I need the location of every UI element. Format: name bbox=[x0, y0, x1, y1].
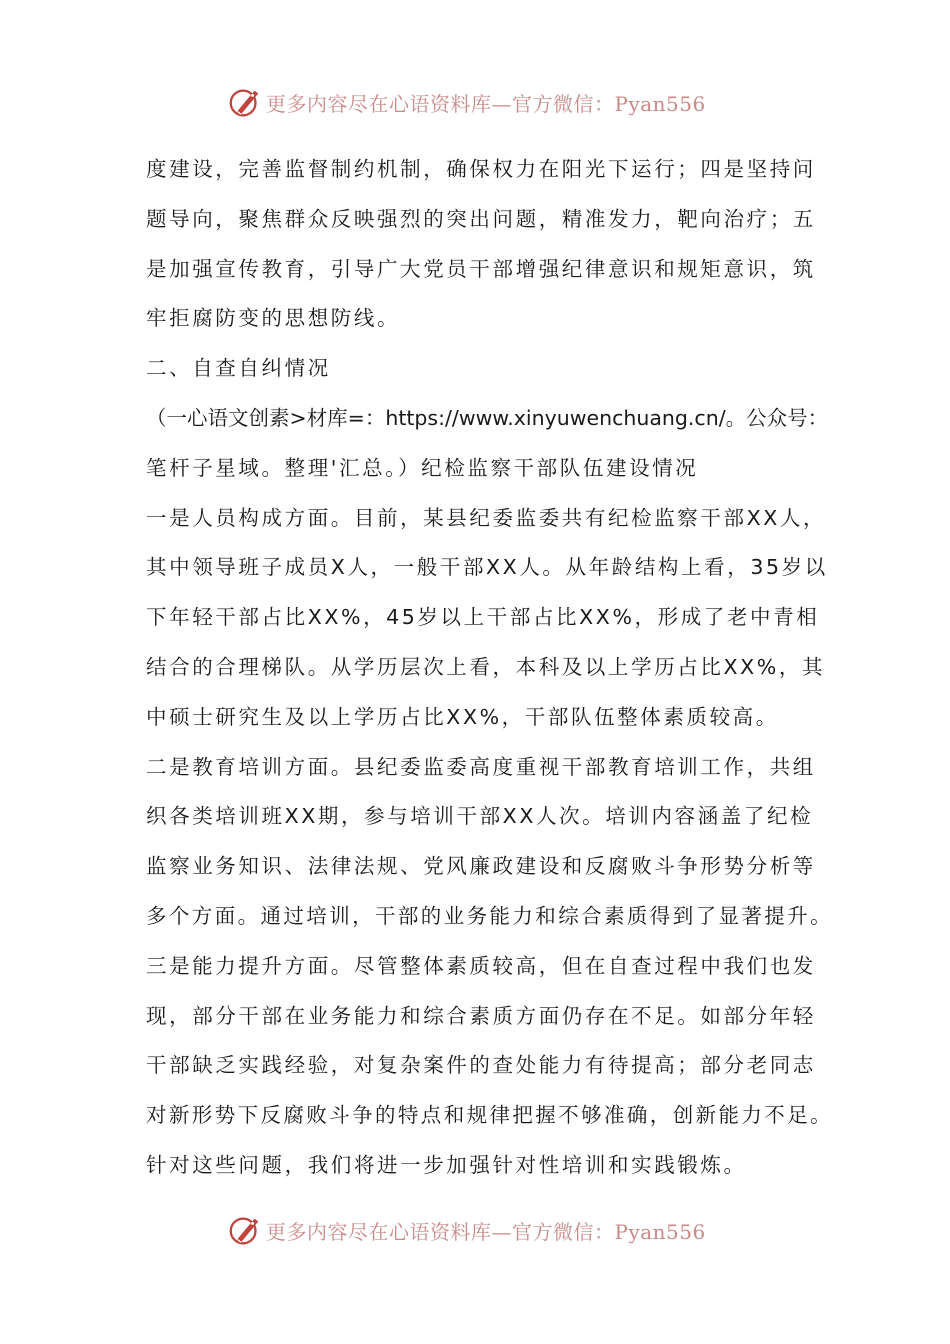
watermark-text: 更多内容尽在心语资料库—官方微信：Pyan556 bbox=[266, 1219, 706, 1244]
text-line: 下年轻干部占比XX%，45岁以上干部占比XX%，形成了老中青相 bbox=[146, 605, 820, 630]
body-text bbox=[146, 145, 836, 1191]
text-line: 二是教育培训方面。县纪委监委高度重视干部教育培训工作，共组 bbox=[146, 754, 816, 779]
text-line: 是加强宣传教育，引导广大党员干部增强纪律意识和规矩意识，筑 bbox=[146, 256, 816, 281]
text-line: 织各类培训班XX期，参与培训干部XX人次。培训内容涵盖了纪检 bbox=[146, 804, 814, 829]
watermark-text: 更多内容尽在心语资料库—官方微信：Pyan556 bbox=[266, 91, 706, 116]
text-line: 笔杆子星域。整理'汇总。）纪检监察干部队伍建设情况 bbox=[146, 455, 699, 480]
text-line: 现，部分干部在业务能力和综合素质方面仍存在不足。如部分年轻 bbox=[146, 1003, 816, 1028]
header-watermark-banner bbox=[226, 80, 746, 124]
text-line: 干部缺乏实践经验，对复杂案件的查处能力有待提高；部分老同志 bbox=[146, 1053, 816, 1078]
text-line: 三是能力提升方面。尽管整体素质较高，但在自查过程中我们也发 bbox=[146, 953, 816, 978]
pen-nib-logo-icon bbox=[226, 1211, 264, 1249]
section-heading: 二、自查自纠情况 bbox=[146, 356, 331, 381]
text-line: 题导向，聚焦群众反映强烈的突出问题，精准发力，靶向治疗；五 bbox=[146, 206, 816, 231]
text-line-with-link: （一心语文创素>材库=：https://www.xinyuwenchuang.cn/。公众号： bbox=[146, 405, 829, 430]
pen-nib-logo-icon bbox=[226, 83, 264, 121]
footer-watermark-banner bbox=[226, 1208, 746, 1252]
text-line: 监察业务知识、法律法规、党风廉政建设和反腐败斗争形势分析等 bbox=[146, 854, 816, 879]
text-line: 牢拒腐防变的思想防线。 bbox=[146, 306, 401, 331]
text-line: 结合的合理梯队。从学历层次上看，本科及以上学历占比XX%，其 bbox=[146, 654, 826, 679]
text-line: 一是人员构成方面。目前，某县纪委监委共有纪检监察干部XX人， bbox=[146, 505, 827, 530]
text-line: 对新形势下反腐败斗争的特点和规律把握不够准确，创新能力不足。 bbox=[146, 1103, 833, 1128]
text-line: 其中领导班子成员X人，一般干部XX人。从年龄结构上看，35岁以 bbox=[146, 555, 828, 580]
text-line: 多个方面。通过培训，干部的业务能力和综合素质得到了显著提升。 bbox=[146, 903, 833, 928]
text-line: 针对这些问题，我们将进一步加强针对性培训和实践锻炼。 bbox=[146, 1152, 747, 1177]
text-line: 中硕士研究生及以上学历占比XX%，干部队伍整体素质较高。 bbox=[146, 704, 779, 729]
text-line: 度建设，完善监督制约机制，确保权力在阳光下运行；四是坚持问 bbox=[146, 157, 816, 181]
